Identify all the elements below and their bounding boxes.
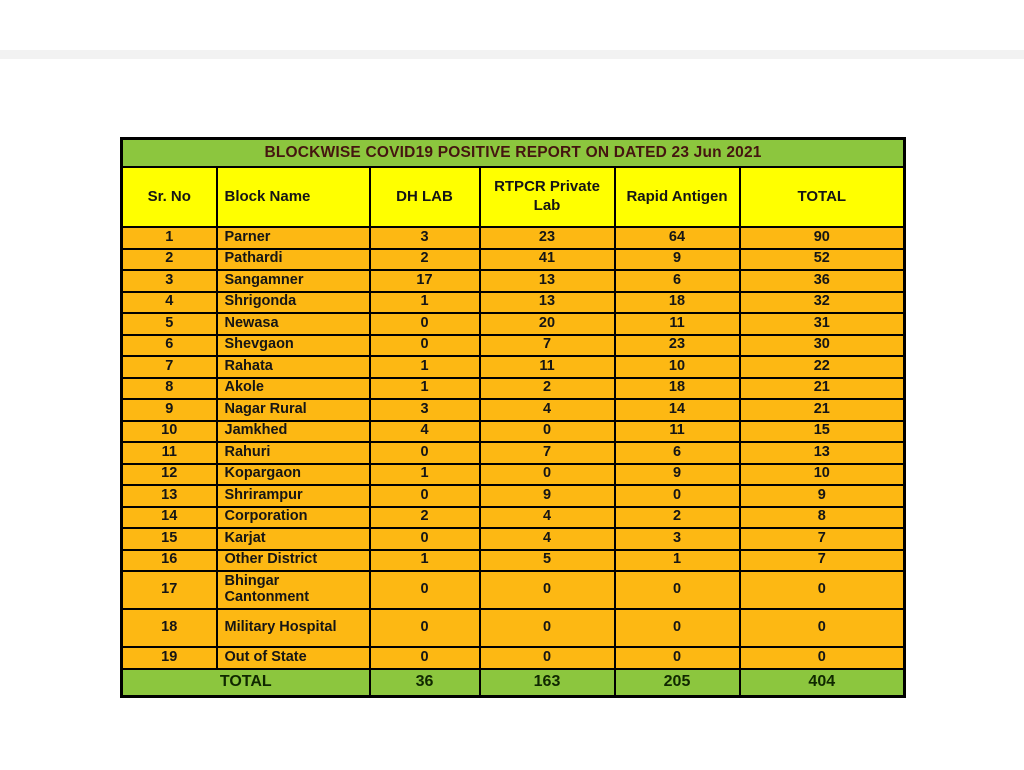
dh-lab-cell: 17	[370, 270, 480, 292]
rapid-antigen-cell: 11	[615, 313, 740, 335]
total-cell: 7	[740, 550, 905, 572]
block-name-cell: Shevgaon	[217, 335, 370, 357]
table-row	[122, 528, 905, 550]
block-name-cell: Out of State	[217, 647, 370, 669]
block-name-cell: Shrirampur	[217, 485, 370, 507]
dh-lab-cell: 1	[370, 378, 480, 400]
rtpcr-private-lab-cell: 11	[480, 356, 615, 378]
rtpcr-private-lab-cell: 23	[480, 227, 615, 249]
sr-no-cell: 17	[122, 571, 217, 609]
table-row	[122, 421, 905, 443]
block-name-cell: Newasa	[217, 313, 370, 335]
total-cell: 36	[740, 270, 905, 292]
sr-no-cell: 18	[122, 609, 217, 647]
sr-no-cell: 7	[122, 356, 217, 378]
dh-lab-cell: 4	[370, 421, 480, 443]
total-cell: 10	[740, 464, 905, 486]
column-header-sr-no: Sr. No	[122, 167, 217, 227]
table-row	[122, 292, 905, 314]
footer-total-label: TOTAL	[122, 669, 370, 697]
total-cell: 90	[740, 227, 905, 249]
sr-no-cell: 14	[122, 507, 217, 529]
rtpcr-private-lab-cell: 4	[480, 528, 615, 550]
block-name-cell: Nagar Rural	[217, 399, 370, 421]
rtpcr-private-lab-cell: 0	[480, 647, 615, 669]
total-cell: 32	[740, 292, 905, 314]
sr-no-cell: 1	[122, 227, 217, 249]
dh-lab-cell: 1	[370, 464, 480, 486]
dh-lab-cell: 3	[370, 227, 480, 249]
total-row	[122, 669, 905, 697]
rapid-antigen-cell: 9	[615, 249, 740, 271]
total-cell: 0	[740, 571, 905, 609]
rapid-antigen-cell: 0	[615, 571, 740, 609]
footer-dh-lab-total: 36	[370, 669, 480, 697]
rapid-antigen-cell: 10	[615, 356, 740, 378]
rapid-antigen-cell: 14	[615, 399, 740, 421]
dh-lab-cell: 0	[370, 571, 480, 609]
total-cell: 52	[740, 249, 905, 271]
rapid-antigen-cell: 1	[615, 550, 740, 572]
column-header-row	[122, 167, 905, 227]
table-row	[122, 313, 905, 335]
sr-no-cell: 6	[122, 335, 217, 357]
rtpcr-private-lab-cell: 41	[480, 249, 615, 271]
rtpcr-private-lab-cell: 2	[480, 378, 615, 400]
rtpcr-private-lab-cell: 7	[480, 335, 615, 357]
rtpcr-private-lab-cell: 4	[480, 399, 615, 421]
rapid-antigen-cell: 0	[615, 485, 740, 507]
rtpcr-private-lab-cell: 7	[480, 442, 615, 464]
block-name-cell: Bhingar Cantonment	[217, 571, 370, 609]
table-row	[122, 335, 905, 357]
block-name-cell: Rahata	[217, 356, 370, 378]
rapid-antigen-cell: 6	[615, 442, 740, 464]
table-row	[122, 227, 905, 249]
total-cell: 22	[740, 356, 905, 378]
block-name-cell: Military Hospital	[217, 609, 370, 647]
covid-report	[120, 137, 906, 698]
block-name-cell: Rahuri	[217, 442, 370, 464]
sr-no-cell: 4	[122, 292, 217, 314]
total-cell: 0	[740, 647, 905, 669]
rapid-antigen-cell: 23	[615, 335, 740, 357]
rapid-antigen-cell: 0	[615, 647, 740, 669]
block-name-cell: Sangamner	[217, 270, 370, 292]
block-name-cell: Kopargaon	[217, 464, 370, 486]
dh-lab-cell: 0	[370, 528, 480, 550]
table-row	[122, 378, 905, 400]
total-cell: 7	[740, 528, 905, 550]
table-row	[122, 249, 905, 271]
column-header-rtpcr-private-lab: RTPCR Private Lab	[480, 167, 615, 227]
footer-rapid-antigen-total: 205	[615, 669, 740, 697]
sr-no-cell: 10	[122, 421, 217, 443]
dh-lab-cell: 0	[370, 442, 480, 464]
total-cell: 9	[740, 485, 905, 507]
dh-lab-cell: 0	[370, 335, 480, 357]
table-row	[122, 485, 905, 507]
rapid-antigen-cell: 3	[615, 528, 740, 550]
rapid-antigen-cell: 0	[615, 609, 740, 647]
block-name-cell: Corporation	[217, 507, 370, 529]
rapid-antigen-cell: 11	[615, 421, 740, 443]
total-cell: 8	[740, 507, 905, 529]
total-cell: 0	[740, 609, 905, 647]
total-cell: 13	[740, 442, 905, 464]
dh-lab-cell: 0	[370, 313, 480, 335]
rtpcr-private-lab-cell: 4	[480, 507, 615, 529]
sr-no-cell: 8	[122, 378, 217, 400]
total-cell: 15	[740, 421, 905, 443]
table-row	[122, 399, 905, 421]
sr-no-cell: 9	[122, 399, 217, 421]
column-header-block-name: Block Name	[217, 167, 370, 227]
column-header-dh-lab: DH LAB	[370, 167, 480, 227]
rapid-antigen-cell: 9	[615, 464, 740, 486]
dh-lab-cell: 1	[370, 292, 480, 314]
rtpcr-private-lab-cell: 0	[480, 421, 615, 443]
column-header-total: TOTAL	[740, 167, 905, 227]
block-name-cell: Other District	[217, 550, 370, 572]
rtpcr-private-lab-cell: 0	[480, 464, 615, 486]
total-cell: 21	[740, 399, 905, 421]
sr-no-cell: 11	[122, 442, 217, 464]
block-name-cell: Karjat	[217, 528, 370, 550]
rapid-antigen-cell: 2	[615, 507, 740, 529]
rtpcr-private-lab-cell: 13	[480, 292, 615, 314]
rapid-antigen-cell: 64	[615, 227, 740, 249]
dh-lab-cell: 2	[370, 249, 480, 271]
total-cell: 31	[740, 313, 905, 335]
table-row	[122, 507, 905, 529]
sr-no-cell: 5	[122, 313, 217, 335]
report-title-row	[122, 139, 905, 168]
dh-lab-cell: 2	[370, 507, 480, 529]
footer-grand-total: 404	[740, 669, 905, 697]
rtpcr-private-lab-cell: 13	[480, 270, 615, 292]
table-row	[122, 571, 905, 609]
table-row	[122, 464, 905, 486]
sr-no-cell: 3	[122, 270, 217, 292]
footer-rtpcr-private-lab-total: 163	[480, 669, 615, 697]
table-row	[122, 550, 905, 572]
dh-lab-cell: 1	[370, 550, 480, 572]
table-row	[122, 647, 905, 669]
rtpcr-private-lab-cell: 20	[480, 313, 615, 335]
total-cell: 30	[740, 335, 905, 357]
sr-no-cell: 16	[122, 550, 217, 572]
block-name-cell: Akole	[217, 378, 370, 400]
page-divider-strip	[0, 50, 1024, 59]
dh-lab-cell: 3	[370, 399, 480, 421]
dh-lab-cell: 0	[370, 647, 480, 669]
sr-no-cell: 12	[122, 464, 217, 486]
column-header-rapid-antigen: Rapid Antigen	[615, 167, 740, 227]
rapid-antigen-cell: 6	[615, 270, 740, 292]
sr-no-cell: 13	[122, 485, 217, 507]
total-cell: 21	[740, 378, 905, 400]
table-row	[122, 609, 905, 647]
sr-no-cell: 15	[122, 528, 217, 550]
table-row	[122, 442, 905, 464]
sr-no-cell: 2	[122, 249, 217, 271]
rtpcr-private-lab-cell: 5	[480, 550, 615, 572]
table-row	[122, 356, 905, 378]
rtpcr-private-lab-cell: 0	[480, 609, 615, 647]
rapid-antigen-cell: 18	[615, 292, 740, 314]
dh-lab-cell: 0	[370, 485, 480, 507]
report-table	[120, 137, 906, 698]
block-name-cell: Pathardi	[217, 249, 370, 271]
block-name-cell: Shrigonda	[217, 292, 370, 314]
dh-lab-cell: 1	[370, 356, 480, 378]
sr-no-cell: 19	[122, 647, 217, 669]
rapid-antigen-cell: 18	[615, 378, 740, 400]
report-table-body	[122, 227, 905, 669]
report-title: BLOCKWISE COVID19 POSITIVE REPORT ON DATED 23 Jun 2021	[122, 139, 905, 168]
rtpcr-private-lab-cell: 9	[480, 485, 615, 507]
table-row	[122, 270, 905, 292]
block-name-cell: Jamkhed	[217, 421, 370, 443]
rtpcr-private-lab-cell: 0	[480, 571, 615, 609]
dh-lab-cell: 0	[370, 609, 480, 647]
block-name-cell: Parner	[217, 227, 370, 249]
